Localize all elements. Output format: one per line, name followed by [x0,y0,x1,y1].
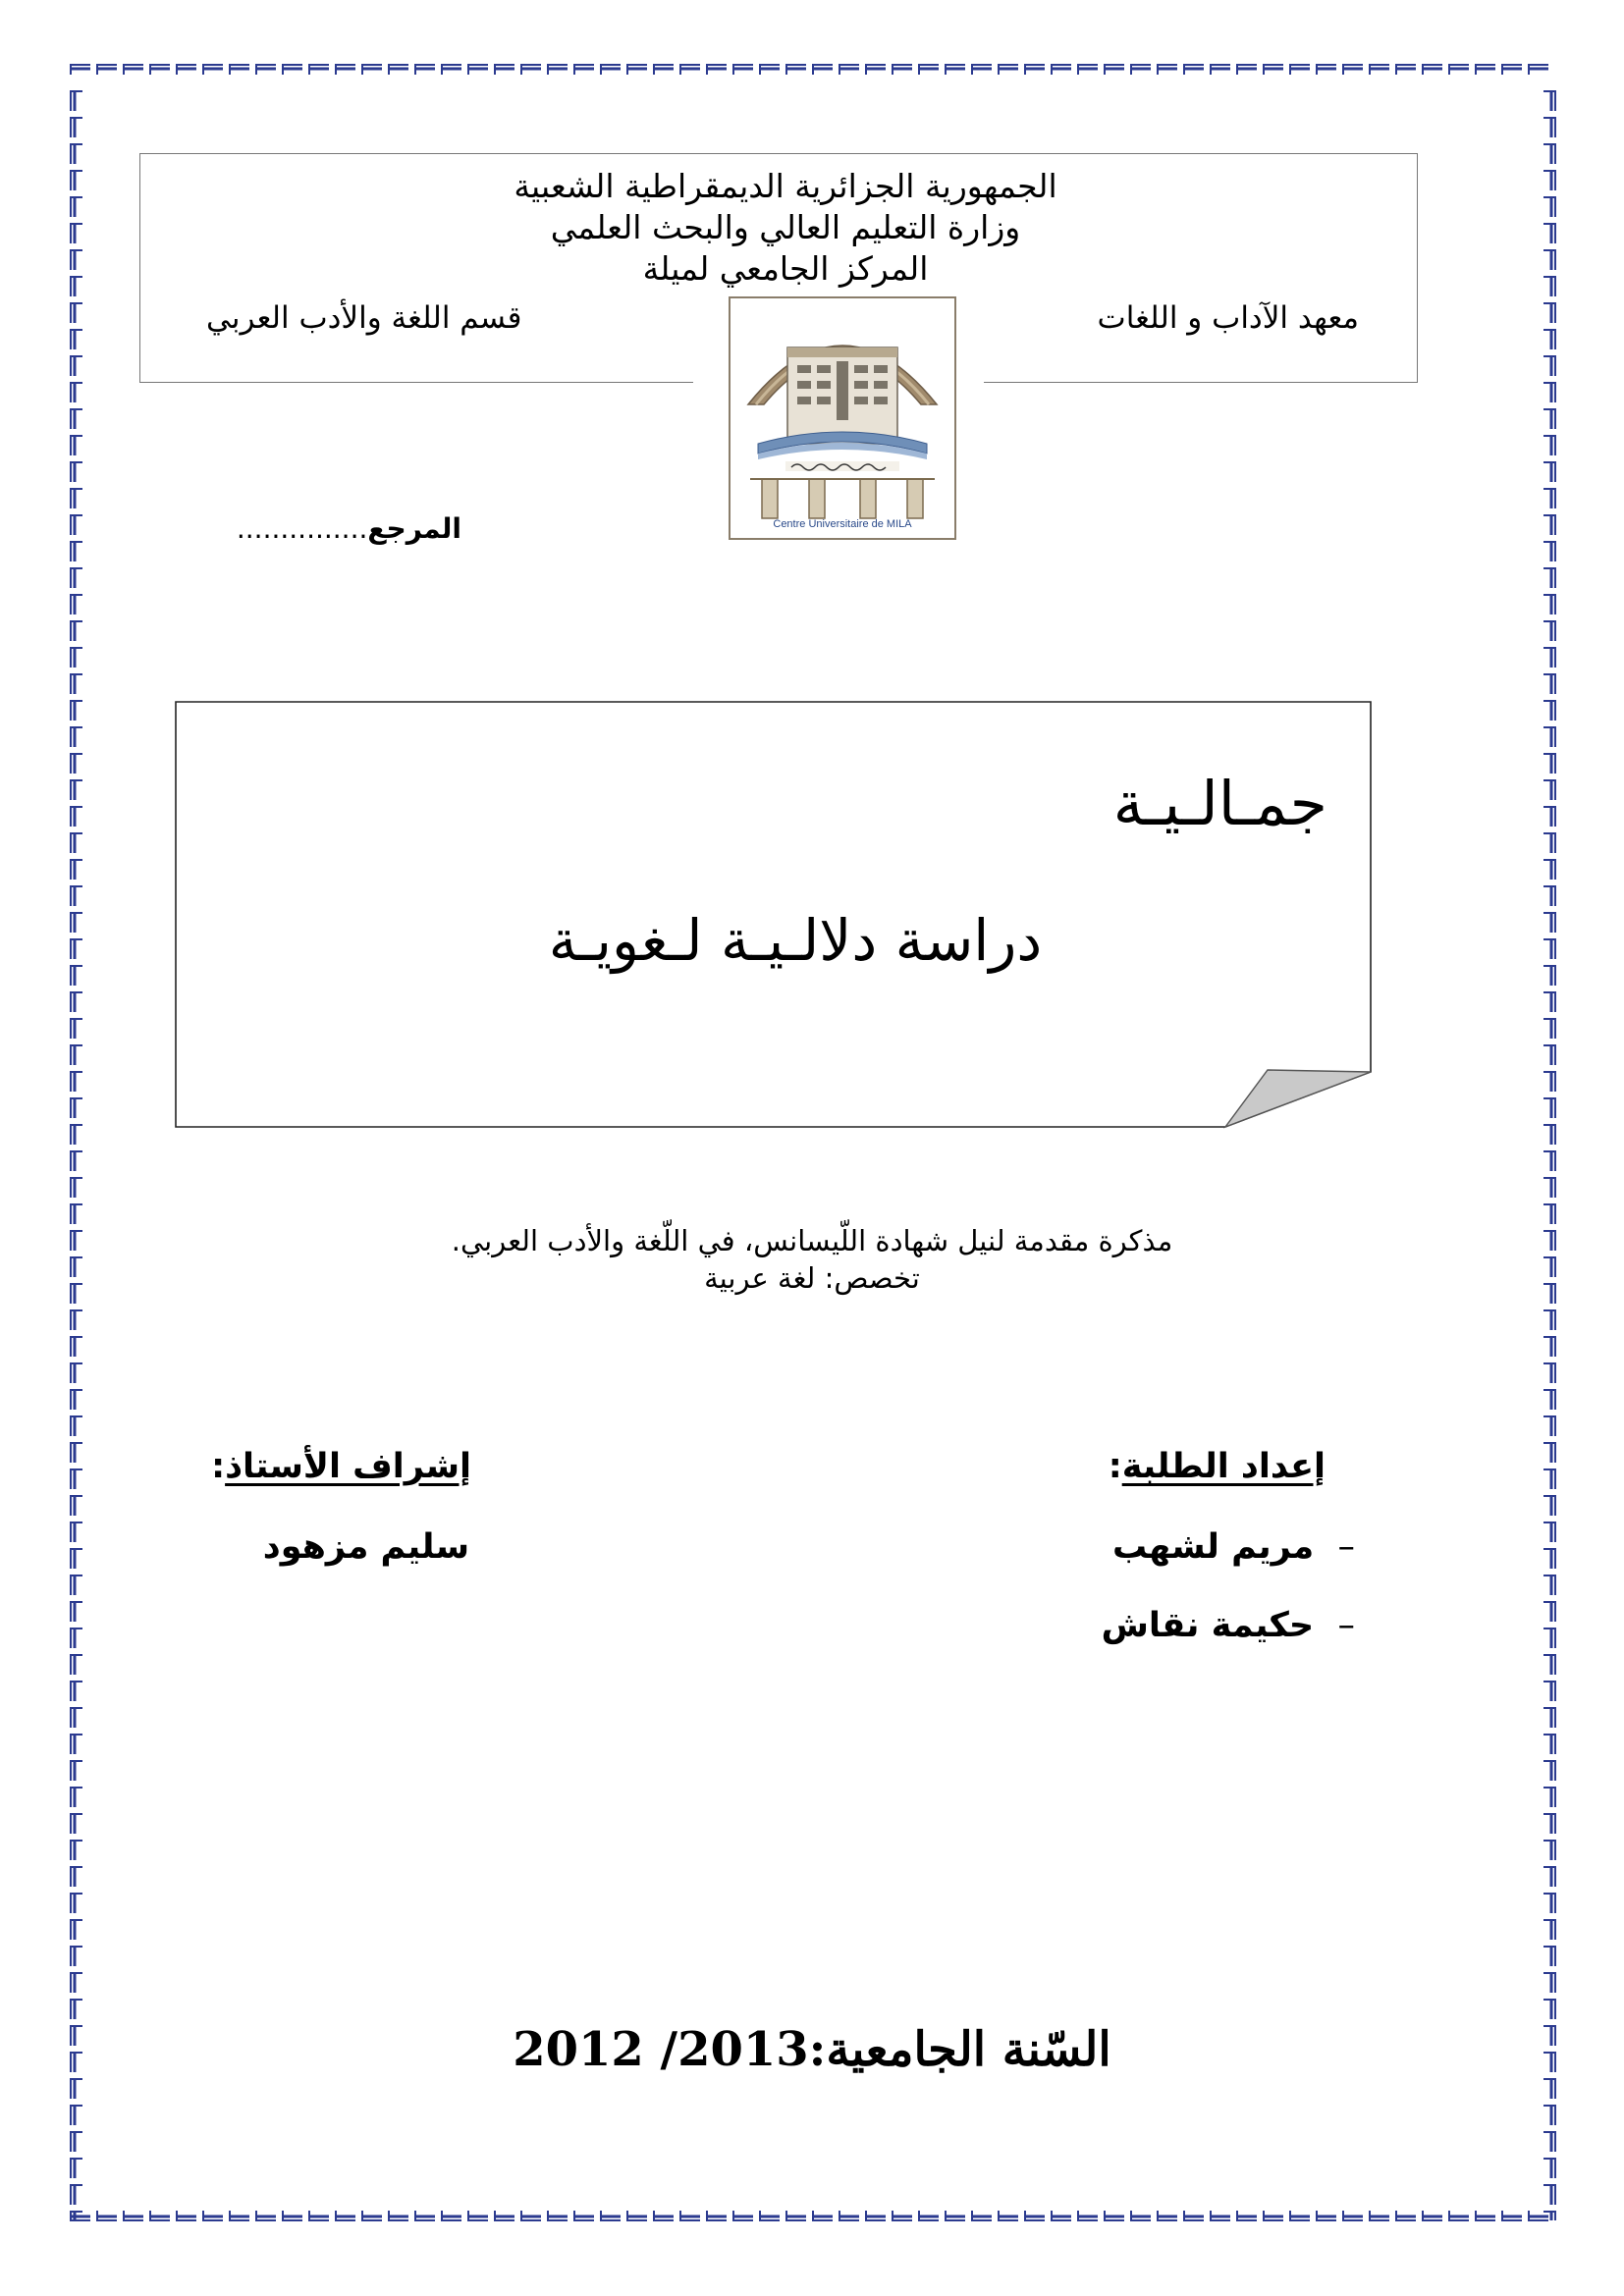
border-segment [71,701,82,721]
border-segment [1543,1151,1555,1171]
border-segment [71,1496,82,1516]
border-segment [71,1443,82,1463]
border-segment [71,1761,82,1781]
border-segment [1543,1443,1555,1463]
border-segment [71,303,82,323]
border-segment [1543,356,1555,376]
border-segment [71,1682,82,1701]
border-segment [71,1098,82,1118]
border-segment [71,1416,82,1436]
border-segment [71,939,82,959]
border-segment [1543,727,1555,747]
border-segment [71,1284,82,1304]
border-segment [71,1178,82,1198]
border-segment [71,330,82,349]
border-segment [1543,833,1555,853]
border-segment [71,1602,82,1622]
border-segment [1543,1655,1555,1675]
border-segment [1543,2000,1555,2019]
border-segment [1543,621,1555,641]
border-segment [1543,542,1555,561]
students-colon: : [1108,1447,1122,1486]
border-segment [1543,1469,1555,1489]
supervisor-label: إشراف الأستاذ [225,1447,471,1486]
student-name-2: – حكيمة نقاش [1101,1606,1355,1645]
border-segment [71,1045,82,1065]
memo-description: مذكرة مقدمة لنيل شهادة اللّيسانس، في اللّغة والأدب العربي. [451,1224,1173,1257]
border-segment [71,1814,82,1834]
border-segment [71,489,82,508]
border-segment [1543,1947,1555,1966]
border-segment [71,992,82,1012]
border-segment [1543,409,1555,429]
border-segment [71,1894,82,1913]
border-segment [71,754,82,774]
supervisor-colon: : [211,1447,226,1486]
border-segment [71,595,82,614]
border-segment [1543,1178,1555,1198]
border-segment [1543,1920,1555,1940]
border-segment [71,1788,82,1807]
border-segment [71,1549,82,1569]
border-segment [71,224,82,243]
border-segment [71,1947,82,1966]
border-segment [1543,1337,1555,1357]
border-segment [1543,330,1555,349]
border-segment [1543,1894,1555,1913]
university-logo [729,296,956,540]
border-segment [71,542,82,561]
border-segment [1543,1867,1555,1887]
border-segment [1543,1682,1555,1701]
border-segment [1543,2106,1555,2125]
border-segment [1543,648,1555,667]
reference-dots: ............... [236,512,368,545]
border-segment [1543,1496,1555,1516]
border-segment [1543,1257,1555,1277]
border-segment [71,2159,82,2178]
border-segment [71,2185,82,2205]
department-name: قسم اللغة والأدب العربي [206,300,522,336]
border-segment [71,1390,82,1410]
border-segment [1543,1841,1555,1860]
border-segment [1543,1125,1555,1145]
border-segment [71,1257,82,1277]
border-segment [71,1337,82,1357]
thesis-title-subtitle: دراسة دلالـيـة لـغويـة [548,907,1043,974]
border-segment [71,568,82,588]
border-segment [71,1735,82,1754]
border-segment [1543,1788,1555,1807]
border-segment [71,91,82,111]
border-segment [1543,701,1555,721]
border-segment [71,1363,82,1383]
border-segment [71,144,82,164]
list-dash: – [1337,1527,1355,1567]
border-segment [1543,118,1555,137]
students-heading [1109,1447,1326,1486]
border-segment [1543,1045,1555,1065]
border-segment [71,1841,82,1860]
border-segment [1543,1098,1555,1118]
border-segment [71,674,82,694]
border-segment [1543,2053,1555,2072]
border-segment [71,171,82,190]
border-segment [1543,224,1555,243]
border-segment [71,515,82,535]
logo-caption: Centre Universitaire de MILA [773,518,912,530]
reference-label: المرجع [367,512,461,545]
border-segment [71,383,82,402]
border-segment [71,1310,82,1330]
border-segment [71,1151,82,1171]
border-segment [1543,462,1555,482]
border-segment [1543,171,1555,190]
border-segment [71,409,82,429]
border-segment [1543,2159,1555,2178]
border-segment [71,277,82,296]
border-segment [71,1655,82,1675]
border-segment [1543,1310,1555,1330]
border-segment [71,1204,82,1224]
border-segment [1543,1019,1555,1039]
border-segment [71,621,82,641]
border-segment [1543,144,1555,164]
border-segment [71,886,82,906]
border-segment [1543,1629,1555,1648]
border-segment [71,1575,82,1595]
border-segment [71,462,82,482]
border-segment [71,833,82,853]
border-segment [1543,383,1555,402]
border-segment [71,1125,82,1145]
border-segment [1543,2185,1555,2205]
border-segment [1543,1204,1555,1224]
border-segment [1543,1416,1555,1436]
border-segment [71,1469,82,1489]
border-segment [71,1920,82,1940]
border-segment [1543,1231,1555,1251]
academic-year-value: 2012 /2013 [513,2022,809,2077]
border-segment [71,727,82,747]
border-segment [1543,1390,1555,1410]
list-dash: – [1337,1606,1355,1645]
border-segment [1543,1575,1555,1595]
border-segment [1543,2079,1555,2099]
border-segment [71,1231,82,1251]
border-segment [1543,1522,1555,1542]
border-segment [1543,860,1555,880]
border-segment [71,1019,82,1039]
border-segment [1543,2026,1555,2046]
border-segment [71,2053,82,2072]
border-segment [1543,515,1555,535]
border-segment [71,2000,82,2019]
border-segment [71,2026,82,2046]
border-segment [71,118,82,137]
border-segment [1543,277,1555,296]
border-segment [1543,780,1555,800]
border-segment [71,1867,82,1887]
border-segment [1543,1549,1555,1569]
border-segment [1543,807,1555,827]
republic-name: الجمهورية الجزائرية الديمقراطية الشعبية [514,167,1057,205]
border-segment [1543,91,1555,111]
reference-field [237,512,461,545]
border-segment [71,807,82,827]
border-segment [1543,1735,1555,1754]
academic-year [196,2022,1428,2077]
border-segment [1543,1363,1555,1383]
border-segment [1543,1602,1555,1622]
border-segment [71,356,82,376]
border-segment [71,197,82,217]
border-segment [1543,992,1555,1012]
students-label: إعداد الطلبة [1121,1447,1326,1486]
border-segment [1543,1072,1555,1092]
border-segment [1543,966,1555,986]
border-segment [1543,1761,1555,1781]
ministry-name: وزارة التعليم العالي والبحث العلمي [550,208,1021,246]
border-segment [71,1072,82,1092]
border-segment [71,913,82,933]
border-segment [1543,197,1555,217]
border-segment [71,860,82,880]
border-segment [71,436,82,455]
border-segment [71,2132,82,2152]
border-segment [1543,303,1555,323]
border-segment [1543,250,1555,270]
border-segment [71,1708,82,1728]
border-segment [71,250,82,270]
border-segment [1543,1973,1555,1993]
thesis-title-main: جمـالـيـة [1112,768,1327,839]
border-segment [71,2106,82,2125]
border-segment [1543,489,1555,508]
university-center-name: المركز الجامعي لميلة [642,249,929,288]
border-segment [71,966,82,986]
border-segment [71,1973,82,1993]
border-segment [1543,568,1555,588]
border-segment [1543,2132,1555,2152]
supervisor-name: سليم مزهود [262,1527,469,1567]
institute-name: معهد الآداب و اللغات [1097,300,1359,336]
border-segment [1543,595,1555,614]
border-segment [1543,886,1555,906]
border-segment [1543,754,1555,774]
academic-year-label: السّنة الجامعية: [808,2022,1111,2077]
border-segment [71,648,82,667]
border-segment [1543,436,1555,455]
border-segment [71,2079,82,2099]
supervisor-heading [211,1447,471,1486]
border-segment [71,780,82,800]
border-segment [71,1629,82,1648]
student-name-1: – مريم لشهب [1111,1527,1355,1567]
memo-specialization: تخصص: لغة عربية [704,1261,920,1295]
border-segment [71,1522,82,1542]
border-segment [1543,939,1555,959]
border-segment [1543,1284,1555,1304]
border-segment [1543,674,1555,694]
border-segment [1543,913,1555,933]
border-segment [1543,1708,1555,1728]
border-segment [1543,1814,1555,1834]
